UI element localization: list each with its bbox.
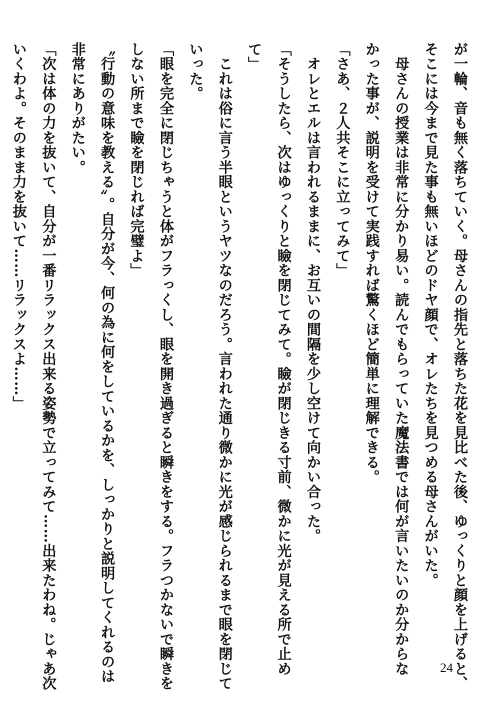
text-line: 母さんの授業は非常に分かり易い。読んでもらっていた魔法書では何が言いたいのか分からな — [393, 42, 410, 677]
text-line: 「そうしたら、次はゆっくりと瞼を閉じてみて。瞼が閉じきる寸前、微かに光が見える所で止め — [275, 42, 292, 677]
text-line — [0, 42, 4, 640]
text-line: いった。 — [187, 42, 204, 101]
page-number: 24 — [440, 660, 453, 675]
text-line: いくわよ。そのまま力を抜いて……リラックスよ……」 — [10, 42, 27, 411]
text-line: て」 — [246, 42, 263, 72]
text-line: しない所まで瞼を閉じれば完璧よ」 — [128, 42, 145, 278]
text-line: オレとエルは言われるままに、お互いの間隔を少し空けて向かい合った。 — [304, 42, 321, 544]
text-line: かった事が、説明を受けて実践すれば驚くほど簡単に理解できる。 — [363, 42, 380, 485]
text-line: 〝行動の意味を教える〟。自分が今、何の為に何をしているかを、しっかりと説明してくれるのは — [99, 42, 116, 684]
text-line: 非常にありがたい。 — [69, 42, 86, 175]
text-line: 「さあ、２人共そこに立ってみて」 — [334, 42, 351, 278]
text-line: そこには今まで見た事も無いほどのドヤ顔で、オレたちを見つめる母さんがいた。 — [422, 42, 439, 588]
text-line: 「次は体の力を抜いて、自分が一番リラックス出来る姿勢で立ってみて……出来たわね。じゃあ次 — [40, 42, 57, 691]
text-line: 「眼を完全に閉じちゃうと体がフラっくし、眼を開き過ぎると瞬きをする。フラつかないで瞬きを — [157, 42, 174, 691]
text-line: が一輪、音も無く落ちていく。母さんの指先と落ちた花を見比べた後、ゆっくりと顔を上げると、 — [452, 42, 468, 691]
text-line: これは俗に言う半眼というヤツなのだろう。言われた通り微かに光が感じられるまで眼を閉じて — [216, 42, 233, 691]
